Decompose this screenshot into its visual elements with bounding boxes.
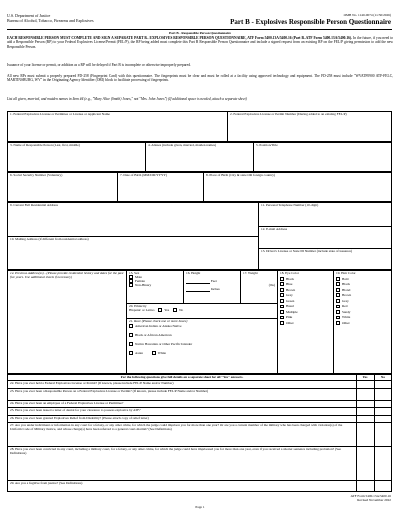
checkbox[interactable] bbox=[336, 288, 340, 292]
yes-column-header: Yes bbox=[362, 375, 368, 379]
i19-option[interactable] bbox=[336, 277, 390, 281]
sex-non-binary-label: Non-Binary bbox=[135, 283, 152, 288]
i18-option-label: Gray bbox=[286, 293, 293, 298]
checkbox[interactable] bbox=[280, 282, 284, 286]
answer-no-cell[interactable] bbox=[375, 400, 392, 407]
ethnicity-label: 20. Ethnicity bbox=[129, 304, 147, 308]
i19-option[interactable] bbox=[336, 282, 390, 286]
rp-name-label: 3. Name of Responsible Person (Last, first, middle) bbox=[10, 143, 80, 147]
residential-address-label: 9. Current Full Residential Address bbox=[10, 203, 58, 207]
i18-option[interactable] bbox=[280, 293, 331, 297]
checkbox[interactable] bbox=[129, 283, 133, 287]
weight-label: 17. Weight bbox=[243, 271, 258, 275]
checkbox[interactable] bbox=[336, 293, 340, 297]
i18-option-label: Hazel bbox=[286, 304, 294, 309]
i18-option-label: Blue bbox=[286, 282, 293, 287]
checkbox[interactable] bbox=[336, 305, 340, 309]
checkbox[interactable] bbox=[280, 310, 284, 314]
i18-option-label: Black bbox=[286, 276, 294, 281]
no-column-header: No bbox=[380, 375, 386, 379]
aliases-label: 4. Aliases (include given, married, maiden names) bbox=[148, 143, 217, 147]
answer-no-cell[interactable] bbox=[375, 388, 392, 400]
omb-number: OMB No. 1140-0074 (11/30/2026) bbox=[343, 13, 391, 17]
mailing-address-label: 10. Mailing Address (if different from residential address) bbox=[10, 237, 89, 241]
answer-no-cell[interactable] bbox=[375, 415, 392, 422]
licensee-name-field[interactable] bbox=[8, 111, 226, 142]
sex-label: 15. Sex bbox=[129, 271, 140, 275]
answer-no-cell[interactable] bbox=[375, 407, 392, 415]
i18-option[interactable] bbox=[280, 277, 331, 281]
intro-bold: EACH RESPONSIBLE PERSON MUST COMPLETE AND SIGN A SEPARATE PART B– EXPLOSIVES RESPONSIBLE PERSON QUESTIONNAIRE, ATF Form 5400.13A/5400.16 (Part B–ATF Form 5400.13A/5400.16). bbox=[7, 36, 353, 40]
answer-yes-cell[interactable] bbox=[357, 400, 374, 407]
i18-option-label: Multiple bbox=[286, 309, 298, 314]
weight-field[interactable] bbox=[241, 270, 277, 303]
section-title: Part B - Responsible Person Questionnaire bbox=[169, 31, 231, 35]
checkbox[interactable] bbox=[280, 288, 284, 292]
previous-addresses-field[interactable] bbox=[8, 270, 126, 374]
i19-option-label: Sandy bbox=[342, 309, 351, 314]
race-group bbox=[127, 318, 277, 356]
i19-option[interactable] bbox=[336, 315, 390, 319]
ethnicity-yes-label: Yes bbox=[164, 308, 170, 312]
drivers-license-label: 13. Driver's License or State ID Number (include state of issuance) bbox=[261, 249, 353, 253]
form-title: Part B - Explosives Responsible Person Questionnaire bbox=[230, 18, 391, 26]
height-label: 16. Height bbox=[186, 271, 201, 275]
question-text: 22. Have you ever held a Federal Explosives License or Permit? (If known, please include FEL/P Name and/or Number) bbox=[10, 381, 174, 385]
sex-female-label: Female bbox=[135, 279, 145, 284]
feet-input[interactable] bbox=[186, 279, 210, 284]
race-white-label: White bbox=[157, 351, 167, 356]
checkbox[interactable] bbox=[336, 316, 340, 320]
previous-addresses-label: 14. Previous Address(es) - (Please provide residential history and dates for the past five years. Use additional sheets if necessary) bbox=[10, 271, 124, 279]
place-of-birth-label: 8. Place of Birth (City & state OR foreign country) bbox=[206, 173, 276, 177]
drivers-license-field[interactable] bbox=[259, 248, 392, 270]
eye-color-options bbox=[280, 277, 331, 325]
answer-yes-cell[interactable] bbox=[357, 446, 374, 480]
checkbox[interactable] bbox=[280, 293, 284, 297]
licensee-name-label: 1. Federal Explosives License or Permittee or License or Applicant Name bbox=[10, 112, 110, 116]
question-text: 24. Have you ever been an employee of a Federal Explosives License or Permittee? bbox=[10, 401, 124, 405]
hair-color-label: 19. Hair Color bbox=[336, 271, 356, 275]
i19-option[interactable] bbox=[336, 293, 390, 297]
ethnicity-no-checkbox[interactable] bbox=[173, 308, 177, 312]
i18-option-label: Pink bbox=[286, 315, 293, 320]
checkbox[interactable] bbox=[129, 333, 133, 337]
header-rule bbox=[7, 29, 392, 30]
i18-option[interactable] bbox=[280, 304, 331, 308]
dob-label: 7. Date of Birth (MM/DD/YYYY) bbox=[120, 173, 167, 177]
question-text: 26. Have you ever been granted Explosives Relief from Disability? (Please attach copy of relief letter) bbox=[10, 416, 149, 420]
i18-option-label: Green bbox=[286, 298, 295, 303]
residential-address-field[interactable] bbox=[8, 202, 258, 236]
answer-yes-cell[interactable] bbox=[357, 480, 374, 492]
i19-option-label: White bbox=[342, 315, 351, 320]
checkbox[interactable] bbox=[336, 310, 340, 314]
answer-yes-cell[interactable] bbox=[357, 415, 374, 422]
answer-no-cell[interactable] bbox=[375, 380, 392, 388]
position-field[interactable] bbox=[254, 142, 392, 172]
rp-name-field[interactable] bbox=[8, 142, 144, 172]
race-option-3[interactable] bbox=[129, 342, 275, 346]
i19-option-label: Black bbox=[342, 282, 350, 287]
dob-field[interactable] bbox=[118, 172, 202, 202]
eye-color-group bbox=[278, 270, 333, 326]
intro-paragraph-1 bbox=[7, 36, 393, 49]
i19-option[interactable] bbox=[336, 299, 390, 303]
i19-option-label: Gray bbox=[342, 298, 349, 303]
i19-option[interactable] bbox=[336, 288, 390, 292]
hair-color-group bbox=[334, 270, 392, 326]
i18-option-label: Other bbox=[286, 320, 294, 325]
checkbox[interactable] bbox=[129, 342, 133, 346]
checkbox[interactable] bbox=[336, 321, 340, 325]
intro-paragraph-3: All new RPs must submit a properly prepared FD-258 (Fingerprint Card) with this questionnaire. The fingerprints must be clear and must be rolled at a facility using approved technology and equipment. The FD-258 must include "WVATF0900 ATF-FELC, MARTINSBURG, WV" in the Originating Agency Identifier (ORI) block to facilitate processing of fingerprints. bbox=[7, 74, 393, 83]
checkbox[interactable] bbox=[336, 282, 340, 286]
fel-number-field[interactable] bbox=[228, 111, 392, 142]
email-field[interactable] bbox=[259, 226, 392, 248]
checkbox[interactable] bbox=[129, 324, 133, 328]
answer-yes-cell[interactable] bbox=[357, 380, 374, 388]
page-number: Page 1 bbox=[195, 505, 205, 509]
sex-male-label: Male bbox=[135, 275, 142, 279]
revision-date: Revised November 2022 bbox=[357, 498, 391, 502]
question-text: 29. Are you a fugitive from justice? (See Definitions) bbox=[10, 481, 83, 485]
intro-rest: In the future, if you need to add a Responsible Person (RP) to your Federal Explosives License/Permit (FEL/P), the RP being added must complete this Part B Responsible Person Questionnaire and include a signed request from an existing RP on the FEL/P giving permission to add the new Responsible Person. bbox=[7, 36, 393, 49]
aliases-field[interactable] bbox=[146, 142, 252, 172]
i19-option[interactable] bbox=[336, 321, 390, 325]
checkbox[interactable] bbox=[152, 351, 156, 355]
answer-yes-cell[interactable] bbox=[357, 388, 374, 400]
ethnicity-no-label: No bbox=[179, 308, 184, 312]
race-option-label: Black or African American bbox=[135, 333, 172, 338]
telephone-label: 11. Personal Telephone Number (10-digit) bbox=[261, 203, 319, 207]
question-text: 28. Have you ever been convicted in any court, including a military court, for a felony, or any other crime, for which the judge could have imprisoned you for more than one year, even if you received a shorter sentence including probation? (See Definitions) bbox=[10, 447, 342, 455]
i19-option-label: Red bbox=[342, 304, 348, 309]
race-option-2[interactable] bbox=[129, 333, 275, 337]
feet-label: Feet bbox=[210, 279, 217, 283]
question-text: 25. Have you ever been issued a letter of denial for your clearance to possess explosive by ATF? bbox=[10, 408, 141, 412]
checkbox[interactable] bbox=[280, 321, 284, 325]
race-option-1[interactable] bbox=[129, 324, 275, 328]
lbs-label: (lbs) bbox=[268, 283, 275, 287]
i18-option[interactable] bbox=[280, 282, 331, 286]
place-of-birth-field[interactable] bbox=[204, 172, 392, 202]
inches-label: Inches bbox=[210, 287, 220, 291]
race-asian-label: Asian bbox=[135, 351, 143, 356]
question-text: 27. Are you under indictment or information in any court for a felony, or any other crime, for which the judge could imprison you for more than one year? Or are you a current member of the military who has been charged with violation(s) of the Uniform Code of Military Justice, and whose charge(s) have been referred to a general court-martial? (See Definitions) bbox=[10, 423, 343, 431]
email-label: 12. E-mail Address bbox=[261, 227, 288, 231]
ssn-field[interactable] bbox=[8, 172, 116, 202]
race-option-label: American Indian or Alaska Native bbox=[135, 324, 182, 328]
i18-option[interactable] bbox=[280, 310, 331, 314]
telephone-field[interactable] bbox=[259, 202, 392, 226]
i19-option[interactable] bbox=[336, 310, 390, 314]
ethnicity-group bbox=[127, 303, 277, 313]
checkbox[interactable] bbox=[336, 299, 340, 303]
race-label: 21. Race (Please check one or more boxes) bbox=[129, 319, 188, 323]
i19-option-label: Other bbox=[342, 320, 350, 325]
i18-option[interactable] bbox=[280, 299, 331, 303]
checkbox[interactable] bbox=[280, 277, 284, 281]
sex-group bbox=[127, 270, 183, 288]
race-option-label: Native Hawaiian or Other Pacific Islander bbox=[135, 342, 193, 347]
checkbox[interactable] bbox=[280, 305, 284, 309]
inches-input[interactable] bbox=[186, 287, 210, 292]
answer-yes-cell[interactable] bbox=[357, 422, 374, 446]
hispanic-label: Hispanic or Latino bbox=[129, 308, 155, 312]
question-text: 23. Have you ever been a Responsible Person on a Federal Explosives License or Permit? (If known, please include FEL/P Name and/or Number) bbox=[10, 389, 209, 393]
ethnicity-yes-checkbox[interactable] bbox=[158, 308, 162, 312]
i19-option[interactable] bbox=[336, 304, 390, 308]
i19-option-label: Bald bbox=[342, 276, 349, 281]
intro-paragraph-2: Issuance of your license or permit, or addition as a RP will be delayed if Part B is incomplete or otherwise improperly prepared. bbox=[7, 63, 191, 67]
sex-non-binary[interactable] bbox=[129, 283, 181, 287]
checkbox[interactable] bbox=[280, 299, 284, 303]
mailing-address-field[interactable] bbox=[8, 236, 258, 270]
eye-color-label: 18. Eye Color bbox=[280, 271, 299, 275]
fel-number-label: 2. Federal Explosives License or Permit Number (During added to an existing FEL/P) bbox=[230, 112, 347, 116]
checkbox[interactable] bbox=[336, 277, 340, 281]
i18-option[interactable] bbox=[280, 288, 331, 292]
bureau-name: Bureau of Alcohol, Tobacco, Firearms and Explosives bbox=[7, 18, 94, 23]
answer-no-cell[interactable] bbox=[375, 480, 392, 492]
hair-color-options bbox=[336, 277, 390, 325]
i19-option-label: Blond bbox=[342, 287, 351, 292]
department-name: U.S. Department of Justice bbox=[7, 13, 51, 18]
questions-header: For the following questions give full details on a separate sheet for all "Yes" answers. bbox=[120, 375, 244, 379]
form-number: ATF Form 5400.13A/5400.16 bbox=[350, 494, 391, 498]
answer-no-cell[interactable] bbox=[375, 422, 392, 446]
i18-option[interactable] bbox=[280, 315, 331, 319]
checkbox[interactable] bbox=[129, 351, 133, 355]
i18-option[interactable] bbox=[280, 321, 331, 325]
i18-option-label: Brown bbox=[286, 287, 296, 292]
intro-paragraph-4: List all given, married, and maiden names in Item #4 (e.g., "Mary Alice (Smith) Jones," not "Mrs. John Jones") (If additional space is needed, attach a separate sheet) bbox=[7, 97, 247, 101]
race-option-4[interactable] bbox=[129, 351, 275, 355]
i19-option-label: Brown bbox=[342, 293, 352, 298]
answer-yes-cell[interactable] bbox=[357, 407, 374, 415]
position-label: 5. Position/Title bbox=[256, 143, 278, 147]
checkbox[interactable] bbox=[280, 316, 284, 320]
ssn-label: 6. Social Security Number (Voluntary) bbox=[10, 173, 63, 177]
height-field[interactable] bbox=[184, 270, 240, 303]
answer-no-cell[interactable] bbox=[375, 446, 392, 480]
